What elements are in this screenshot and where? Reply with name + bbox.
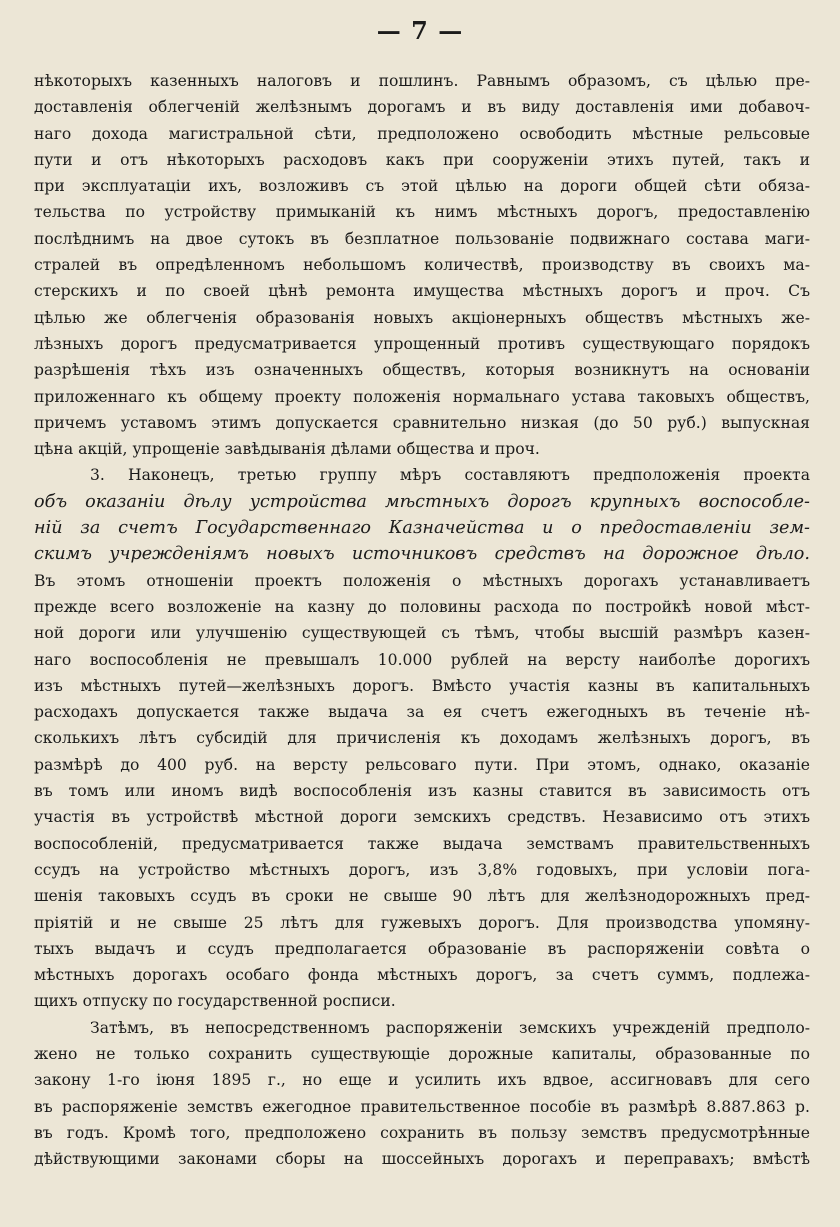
text-line: воспособленій, предусматривается также выдача земствамъ правительственныхъ	[34, 834, 810, 853]
text-line: щихъ отпуску по государственной росписи.	[34, 992, 396, 1011]
text-line: ной дороги или улучшенію существующей съ тѣмъ, чтобы высшій размѣръ казен-	[34, 624, 810, 643]
text-line: изъ мѣстныхъ путей—желѣзныхъ дорогъ. Вмѣсто участія казны въ капитальныхъ	[34, 676, 810, 695]
text-line: расходахъ допускается также выдача за ея счетъ ежегодныхъ въ теченіе нѣ-	[34, 703, 810, 722]
text-line: пути и отъ нѣкоторыхъ расходовъ какъ при сооруженіи этихъ путей, такъ и	[34, 150, 810, 169]
text-line: послѣднимъ на двое сутокъ въ безплатное пользованіе подвижнаго состава маги-	[34, 229, 810, 248]
text-line: наго воспособленія не превышалъ 10.000 рублей на версту наиболѣе дорогихъ	[34, 650, 810, 669]
italic-line: объ оказаніи дѣлу устройства мѣстныхъ дорогъ крупныхъ воспособле-	[34, 491, 810, 512]
text-line: закону 1-го іюня 1895 г., но еще и усилить ихъ вдвое, ассигновавъ для сего	[34, 1071, 810, 1090]
text-line: цѣлью же облегченія образованія новыхъ акціонерныхъ обществъ мѣстныхъ же-	[34, 308, 810, 327]
text-line: стерскихъ и по своей цѣнѣ ремонта имущества мѣстныхъ дорогъ и проч. Съ	[34, 282, 810, 301]
text-line: приложеннаго къ общему проекту положенія нормальнаго устава таковыхъ обществъ,	[34, 387, 810, 406]
body-text	[34, 68, 810, 1172]
text-line: тельства по устройству примыканій къ нимъ мѣстныхъ дорогъ, предоставленію	[34, 203, 810, 222]
text-line: нѣкоторыхъ казенныхъ налоговъ и пошлинъ. Равнымъ образомъ, съ цѣлью пре-	[34, 72, 810, 90]
text-line: наго дохода магистральной сѣти, предположено освободить мѣстные рельсовые	[34, 124, 810, 143]
text-line: въ томъ или иномъ видѣ воспособленія изъ казны ставится въ зависимость отъ	[34, 782, 810, 801]
text-line: шенія таковыхъ ссудъ въ сроки не свыше 90 лѣтъ для желѣзнодорожныхъ пред-	[34, 887, 810, 906]
text-line: ссудъ на устройство мѣстныхъ дорогъ, изъ 3,8% годовыхъ, при условіи пога-	[34, 860, 810, 879]
page-number: — 7 —	[376, 16, 464, 45]
text-line: мѣстныхъ дорогахъ особаго фонда мѣстныхъ дорогъ, за счетъ суммъ, подлежа-	[34, 966, 810, 985]
text-line: лѣзныхъ дорогъ предусматривается упрощенный противъ существующаго порядокъ	[34, 334, 810, 353]
text-line: при эксплуатаціи ихъ, возложивъ съ этой цѣлью на дороги общей сѣти обяза-	[34, 177, 810, 196]
text-line: участія въ устройствѣ мѣстной дороги земскихъ средствъ. Независимо отъ этихъ	[34, 808, 810, 827]
text-line: Въ этомъ отношеніи проектъ положенія о мѣстныхъ дорогахъ устанавливаетъ	[34, 571, 810, 590]
text-line: тыхъ выдачъ и ссудъ предполагается образованіе въ распоряженіи совѣта о	[34, 939, 810, 958]
text-line: 3. Наконецъ, третью группу мѣръ составляютъ предположенія проекта	[90, 466, 810, 485]
text-line: стралей въ опредѣленномъ небольшомъ количествѣ, производству въ своихъ ма-	[34, 256, 810, 275]
text-line: цѣна акцій, упрощеніе завѣдыванія дѣлами общества и проч.	[34, 440, 540, 459]
text-line: причемъ уставомъ этимъ допускается сравнительно низкая (до 50 руб.) выпускная	[34, 413, 810, 432]
text-line: въ распоряженіе земствъ ежегодное правительственное пособіе въ размѣрѣ 8.887.863 р.	[34, 1097, 810, 1116]
text-line: прежде всего возложеніе на казну до половины расхода по постройкѣ новой мѣст-	[34, 597, 810, 616]
text-line: дѣйствующими законами сборы на шоссейныхъ дорогахъ и переправахъ; вмѣстѣ	[34, 1150, 810, 1169]
text-line: въ годъ. Кромѣ того, предположено сохранить въ пользу земствъ предусмотрѣнные	[34, 1123, 810, 1142]
text-line: сколькихъ лѣтъ субсидій для причисленія къ доходамъ желѣзныхъ дорогъ, въ	[34, 729, 810, 748]
text-line: размѣрѣ до 400 руб. на версту рельсоваго пути. При этомъ, однако, оказаніе	[34, 755, 810, 774]
text-line: разрѣшенія тѣхъ изъ означенныхъ обществъ, которыя возникнутъ на основаніи	[34, 361, 810, 380]
italic-line: скимъ учрежденіямъ новыхъ источниковъ средствъ на дорожное дѣло.	[34, 544, 810, 565]
italic-line: ній за счетъ Государственнаго Казначейства и о предоставленіи зем-	[34, 518, 810, 539]
text-line: пріятій и не свыше 25 лѣтъ для гужевыхъ дорогъ. Для производства упомяну-	[34, 913, 810, 932]
text-line: Затѣмъ, въ непосредственномъ распоряженіи земскихъ учрежденій предполо-	[90, 1018, 810, 1037]
text-line: жено не только сохранить существующіе дорожные капиталы, образованные по	[34, 1044, 810, 1063]
text-line: доставленія облегченій желѣзнымъ дорогамъ и въ виду доставленія ими добавоч-	[34, 98, 810, 117]
